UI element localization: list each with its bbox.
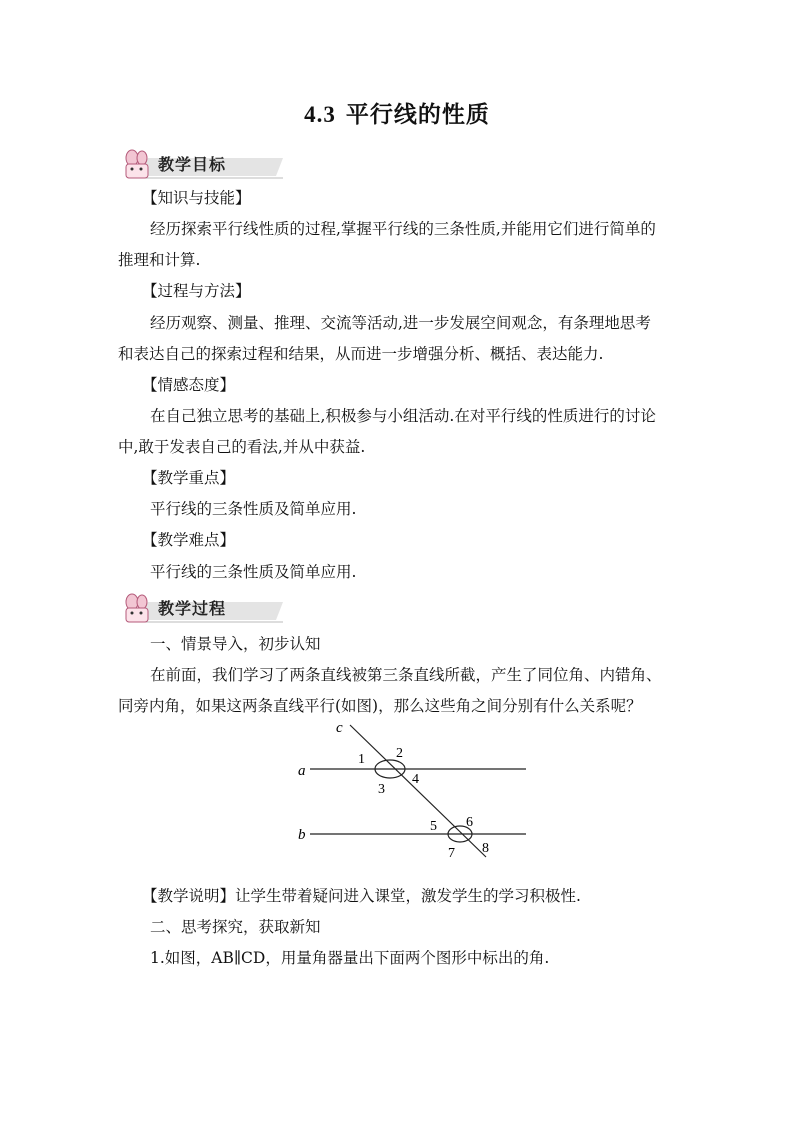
method-text-2: 和表达自己的探索过程和结果，从而进一步增强分析、概括、表达能力. — [118, 345, 604, 363]
step1-text-1: 在前面，我们学习了两条直线被第三条直线所截，产生了同位角、内错角、 — [150, 666, 662, 684]
step1-heading: 一、情景导入，初步认知 — [150, 635, 321, 653]
attitude-text-2: 中,敢于发表自己的看法,并从中获益. — [118, 438, 366, 456]
angle-label-6: 6 — [466, 815, 473, 830]
section-heading-process — [118, 592, 288, 626]
title-text: 平行线的性质 — [345, 101, 490, 128]
section-heading-label: 教学过程 — [158, 599, 227, 618]
label-a: a — [298, 763, 306, 779]
difficult-point-text: 平行线的三条性质及简单应用. — [150, 563, 357, 581]
knowledge-text-2: 推理和计算. — [118, 251, 201, 269]
teaching-note: 【教学说明】让学生带着疑问进入课堂，激发学生的学习积极性. — [142, 887, 581, 905]
key-point-text: 平行线的三条性质及简单应用. — [150, 500, 357, 518]
angle-label-4: 4 — [412, 772, 419, 787]
angle-label-7: 7 — [448, 846, 455, 861]
line-c — [350, 725, 486, 857]
section-heading-label: 教学目标 — [158, 155, 227, 174]
method-heading: 【过程与方法】 — [142, 282, 251, 300]
step2-heading: 二、思考探究，获取新知 — [150, 918, 321, 936]
angle-label-5: 5 — [430, 819, 437, 834]
attitude-heading: 【情感态度】 — [142, 376, 236, 394]
attitude-text-1: 在自己独立思考的基础上,积极参与小组活动.在对平行线的性质进行的讨论 — [150, 407, 656, 425]
page-title — [0, 96, 794, 129]
key-point-heading: 【教学重点】 — [142, 469, 236, 487]
title-number: 4.3 — [304, 102, 336, 127]
step2-text-1: 1.如图，AB∥CD，用量角器量出下面两个图形中标出的角. — [150, 949, 550, 967]
knowledge-text-1: 经历探索平行线性质的过程,掌握平行线的三条性质,并能用它们进行简单的 — [150, 220, 656, 238]
angle-label-3: 3 — [378, 782, 385, 797]
section-heading-goals — [118, 148, 288, 182]
angle-label-8: 8 — [482, 841, 489, 856]
method-text-1: 经历观察、测量、推理、交流等活动,进一步发展空间观念，有条理地思考 — [150, 314, 651, 332]
angle-label-2: 2 — [396, 746, 403, 761]
label-c: c — [336, 720, 343, 736]
knowledge-heading: 【知识与技能】 — [142, 189, 251, 207]
angle-label-1: 1 — [358, 752, 365, 767]
parallel-lines-figure — [290, 715, 540, 865]
step1-text-2: 同旁内角，如果这两条直线平行(如图)，那么这些角之间分别有什么关系呢？ — [118, 697, 642, 715]
difficult-point-heading: 【教学难点】 — [142, 531, 236, 549]
label-b: b — [298, 827, 306, 843]
